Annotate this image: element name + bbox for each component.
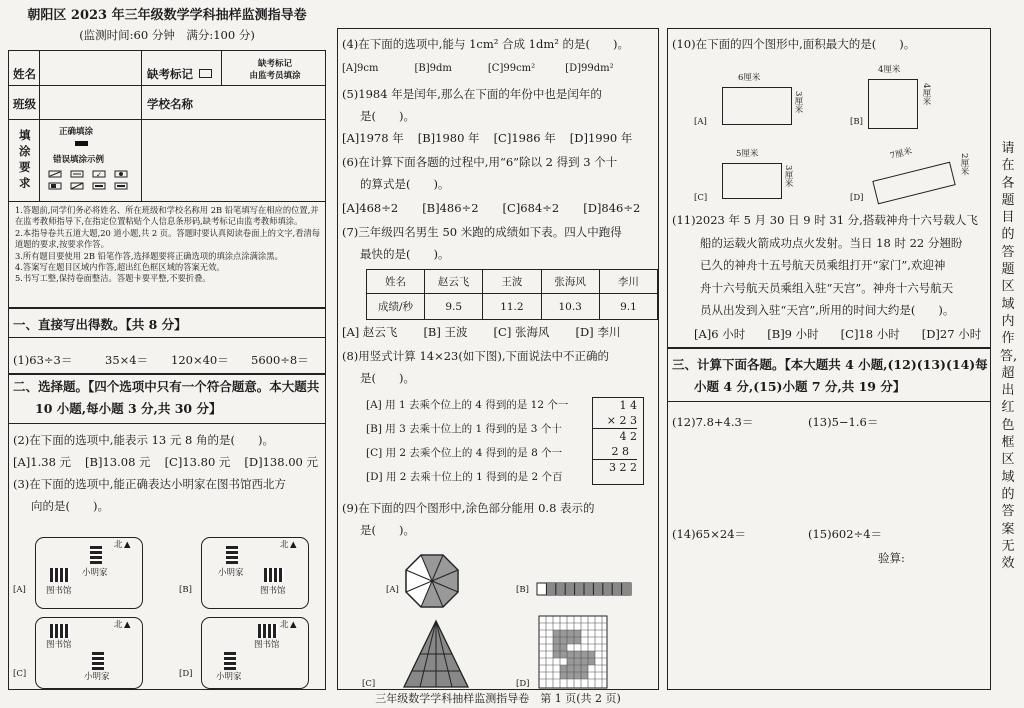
q9-stem-2: 是( )。 <box>360 523 415 537</box>
q5-stem-2: 是( )。 <box>360 109 415 123</box>
q3-map-b: ▲ 北 小明家 图书馆 <box>201 537 309 609</box>
q6-options <box>342 199 654 217</box>
absent-label: 缺考标记 <box>147 67 193 81</box>
q3-map-d: ▲ 北 图书馆 小明家 <box>201 617 309 689</box>
library-icon <box>50 624 70 638</box>
q4-option-b[interactable]: [B]9dm <box>414 63 452 74</box>
q9-strip-figure <box>536 582 632 596</box>
q3-option-c-letter[interactable]: [C] <box>13 669 27 679</box>
section1-heading: 一、直接写出得数。【共 8 分】 <box>13 317 187 332</box>
q10-b-width: 4厘米 <box>878 65 901 75</box>
q9-grid-figure <box>538 615 608 689</box>
q4-stem: (4)在下面的选项中,能与 1cm² 合成 1dm² 的是( )。 <box>342 37 630 51</box>
q9-option-c-letter[interactable]: [C] <box>362 679 376 689</box>
q5-option-b[interactable]: [B]1980 年 <box>417 131 480 145</box>
q9-option-a-letter[interactable]: [A] <box>386 585 399 595</box>
q8-stem-2: 是( )。 <box>360 371 415 385</box>
class-label: 班级 <box>13 97 36 111</box>
north-icon: ▲ <box>124 620 131 630</box>
wrong-fill-examples <box>47 169 137 195</box>
q9-stem-1: (9)在下面的四个图形中,涂色部分能用 0.8 表示的 <box>342 501 595 515</box>
fill-requirements-label: 填 涂 要 求 <box>19 128 31 190</box>
q10-a-height: 3厘米 <box>793 91 803 114</box>
north-icon: ▲ <box>124 540 131 550</box>
q3-map-a: ▲ 北 小明家 图书馆 <box>35 537 143 609</box>
home-icon <box>90 546 102 564</box>
q9-option-d-letter[interactable]: [D] <box>516 679 530 689</box>
q10-rect-d <box>872 162 955 205</box>
q3-option-d-letter[interactable]: [D] <box>179 669 193 679</box>
page-footer: 三年级数学学科抽样监测指导卷 第 1 页(共 2 页) <box>375 692 621 705</box>
q11-options <box>694 325 995 343</box>
column-middle <box>337 28 659 690</box>
q5-stem-1: (5)1984 年是闰年,那么在下面的年份中也是闰年的 <box>342 87 602 101</box>
section3-heading-2: 小题 4 分,(15)小题 7 分,共 19 分】 <box>694 379 906 394</box>
column-right <box>667 28 991 690</box>
q1a: (1)63÷3＝ <box>13 353 73 367</box>
absent-note-1: 缺考标记 <box>257 59 292 69</box>
q7-table: 姓名 赵云飞 王波 张海风 李川 成绩/秒 9.5 11.2 10.3 9.1 <box>366 269 658 320</box>
home-icon <box>224 652 236 670</box>
q6-option-c[interactable]: [C]684÷2 <box>502 201 560 215</box>
north-icon: ▲ <box>290 620 297 630</box>
correct-fill-label: 正确填涂 <box>59 127 94 137</box>
q10-b-height: 4厘米 <box>921 83 931 106</box>
q7-stem-1: (7)三年级四名男生 50 米跑的成绩如下表。四人中跑得 <box>342 225 622 239</box>
q7-option-c[interactable]: [C] 张海风 <box>493 325 550 339</box>
q2-option-d[interactable]: [D]138.00 元 <box>244 455 319 469</box>
answer-area-q14-q15[interactable] <box>672 571 982 681</box>
q10-option-c-letter[interactable]: [C] <box>694 193 708 203</box>
q9-octagon-figure <box>404 553 460 609</box>
q10-option-a-letter[interactable]: [A] <box>694 117 707 127</box>
q2-option-a[interactable]: [A]1.38 元 <box>13 455 72 469</box>
q3-map-c: ▲ 北 图书馆 小明家 <box>35 617 143 689</box>
q8-option-a[interactable]: [A] 用 1 去乘个位上的 4 得到的是 12 个一 <box>366 399 569 411</box>
q7-option-a[interactable]: [A] 赵云飞 <box>342 325 398 339</box>
q5-option-a[interactable]: [A]1978 年 <box>342 131 404 145</box>
q5-option-d[interactable]: [D]1990 年 <box>569 131 633 145</box>
instructions: 1.答题前,同学们务必将姓名、所在班级和学校名称用 2B 铅笔填写在相应的位置,并在监考教师指导下,在指定位置粘贴个人信息条形码,缺考标记由监考教师填涂。 2.本指导卷共五道大题,20 道小题,共 2 页。答题时要认真阅读卷面上的文字,看清每道题的要求,按要求作答。 3.所有题目要使用 2B 铅笔作答,选择题要将正确选项的填涂点涂满涂黑。 4.答案写在题目区域内作答,超出红色框区域的答案无效。 5.书写工整,保持卷面整洁。答题卡要平整,不要折叠。 <box>15 205 321 284</box>
q1c: 120×40＝ <box>171 353 229 367</box>
q4-option-a[interactable]: [A]9cm <box>342 63 379 74</box>
svg-text:✓: ✓ <box>96 171 102 179</box>
q1b: 35×4＝ <box>105 353 149 367</box>
q6-option-b[interactable]: [B]486÷2 <box>422 201 479 215</box>
q8-option-b[interactable]: [B] 用 3 去乘十位上的 1 得到的是 3 个十 <box>366 423 562 435</box>
q2-option-c[interactable]: [C]13.80 元 <box>164 455 231 469</box>
library-icon <box>264 568 284 582</box>
name-field[interactable] <box>39 55 139 85</box>
section3-heading-1: 三、计算下面各题。【本大题共 4 小题,(12)(13)(14)每 <box>672 357 988 372</box>
q8-option-c[interactable]: [C] 用 2 去乘个位上的 4 得到的是 8 个一 <box>366 447 563 459</box>
section2-heading-2: 10 小题,每小题 3 分,共 30 分】 <box>35 401 222 416</box>
q9-option-b-letter[interactable]: [B] <box>516 585 529 595</box>
library-icon <box>258 624 278 638</box>
school-field[interactable] <box>205 89 323 117</box>
q11-option-a[interactable]: [A]6 小时 <box>694 327 746 341</box>
section2-heading-1: 二、选择题。【四个选项中只有一个符合题意。本大题共 <box>13 379 320 394</box>
q10-d-height: 2厘米 <box>959 153 969 176</box>
page-title: 朝阳区 2023 年三年级数学学科抽样监测指导卷 <box>27 8 307 23</box>
q2-stem: (2)在下面的选项中,能表示 13 元 8 角的是( )。 <box>13 433 274 447</box>
q2-options <box>13 453 318 471</box>
q10-rect-b <box>868 79 918 129</box>
q6-option-a[interactable]: [A]468÷2 <box>342 201 399 215</box>
q15: (15)602÷4＝ <box>808 527 883 541</box>
q6-stem-1: (6)在计算下面各题的过程中,用“6”除以 2 得到 3 个十 <box>342 155 618 169</box>
column-left <box>8 50 326 690</box>
q9-triangle-figure <box>402 619 470 689</box>
wrong-fill-label: 错误填涂示例 <box>53 155 105 165</box>
q10-a-width: 6厘米 <box>738 73 761 83</box>
home-icon <box>226 546 238 564</box>
q7-stem-2: 最快的是( )。 <box>360 247 450 261</box>
q12: (12)7.8+4.3＝ <box>672 415 754 429</box>
name-label: 姓名 <box>13 67 36 81</box>
answer-area-q12-q13[interactable] <box>672 437 982 519</box>
class-field[interactable] <box>41 89 139 117</box>
q11-option-d[interactable]: [D]27 小时 <box>921 327 982 341</box>
q10-option-d-letter[interactable]: [D] <box>850 193 864 203</box>
q8-option-d[interactable]: [D] 用 2 去乘十位上的 1 得到的是 2 个百 <box>366 471 563 483</box>
q4-option-d[interactable]: [D]99dm² <box>565 63 614 74</box>
q1d: 5600÷8＝ <box>251 353 309 367</box>
q7-option-d[interactable]: [D] 李川 <box>575 325 621 339</box>
q8-stem-1: (8)用竖式计算 14×23(如下图),下面说法中不正确的 <box>342 349 609 363</box>
q3-stem-2: 向的是( )。 <box>31 499 109 513</box>
q5-options <box>342 129 646 147</box>
q10-rect-a <box>722 87 792 125</box>
q11-option-c[interactable]: [C]18 小时 <box>840 327 900 341</box>
q6-stem-2: 的算式是( )。 <box>360 177 450 191</box>
q10-rect-c <box>722 163 782 199</box>
q3-stem-1: (3)在下面的选项中,能正确表达小明家在图书馆西北方 <box>13 477 286 491</box>
absent-note-2: 由监考员填涂 <box>249 71 301 81</box>
q10-option-b-letter[interactable]: [B] <box>850 117 863 127</box>
q14: (14)65×24＝ <box>672 527 747 541</box>
q7-option-b[interactable]: [B] 王波 <box>423 325 468 339</box>
q10-stem: (10)在下面的四个图形中,面积最大的是( )。 <box>672 37 916 51</box>
q7-options <box>342 323 634 341</box>
q4-options <box>342 63 628 74</box>
q5-option-c[interactable]: [C]1986 年 <box>493 131 556 145</box>
q10-d-width: 7厘米 <box>889 146 914 162</box>
q3-option-b-letter[interactable]: [B] <box>179 585 192 595</box>
check-label: 验算: <box>878 551 905 565</box>
north-icon: ▲ <box>290 540 297 550</box>
q10-c-height: 3厘米 <box>783 165 793 188</box>
q11-option-b[interactable]: [B]9 小时 <box>767 327 819 341</box>
absent-checkbox[interactable] <box>199 69 212 78</box>
q2-option-b[interactable]: [B]13.08 元 <box>85 455 151 469</box>
q8-vertical-calc: 1 4 × 2 3 4 2 2 8 3 2 2 <box>592 397 644 485</box>
q10-c-width: 5厘米 <box>736 149 759 159</box>
q13: (13)5−1.6＝ <box>808 415 879 429</box>
q11-stem: (11)2023 年 5 月 30 日 9 时 31 分,搭载神舟十六号载人飞 船的运载火箭成功点火发射。当日 18 时 22 分翘盼 已久的神舟十五号航天员乘组打开“家门”,欢迎神 舟十六号航天员乘组入驻“天宫”。神舟十六号航天 员从出发到入驻“天宫”,所用的时间大约是( )。 <box>672 213 978 317</box>
q3-option-a-letter[interactable]: [A] <box>13 585 26 595</box>
q6-option-d[interactable]: [D]846÷2 <box>583 201 641 215</box>
side-notice: 请在各题目的答题区域内作答,超出红色框区域的答案无效 <box>1000 141 1018 572</box>
q4-option-c[interactable]: [C]99cm² <box>487 63 536 74</box>
q8-options <box>366 393 568 489</box>
library-icon <box>50 568 70 582</box>
school-label: 学校名称 <box>147 97 193 111</box>
correct-fill-mark <box>75 141 88 146</box>
home-icon <box>92 652 104 670</box>
page-subtitle: (监测时间:60 分钟 满分:100 分) <box>79 28 255 42</box>
